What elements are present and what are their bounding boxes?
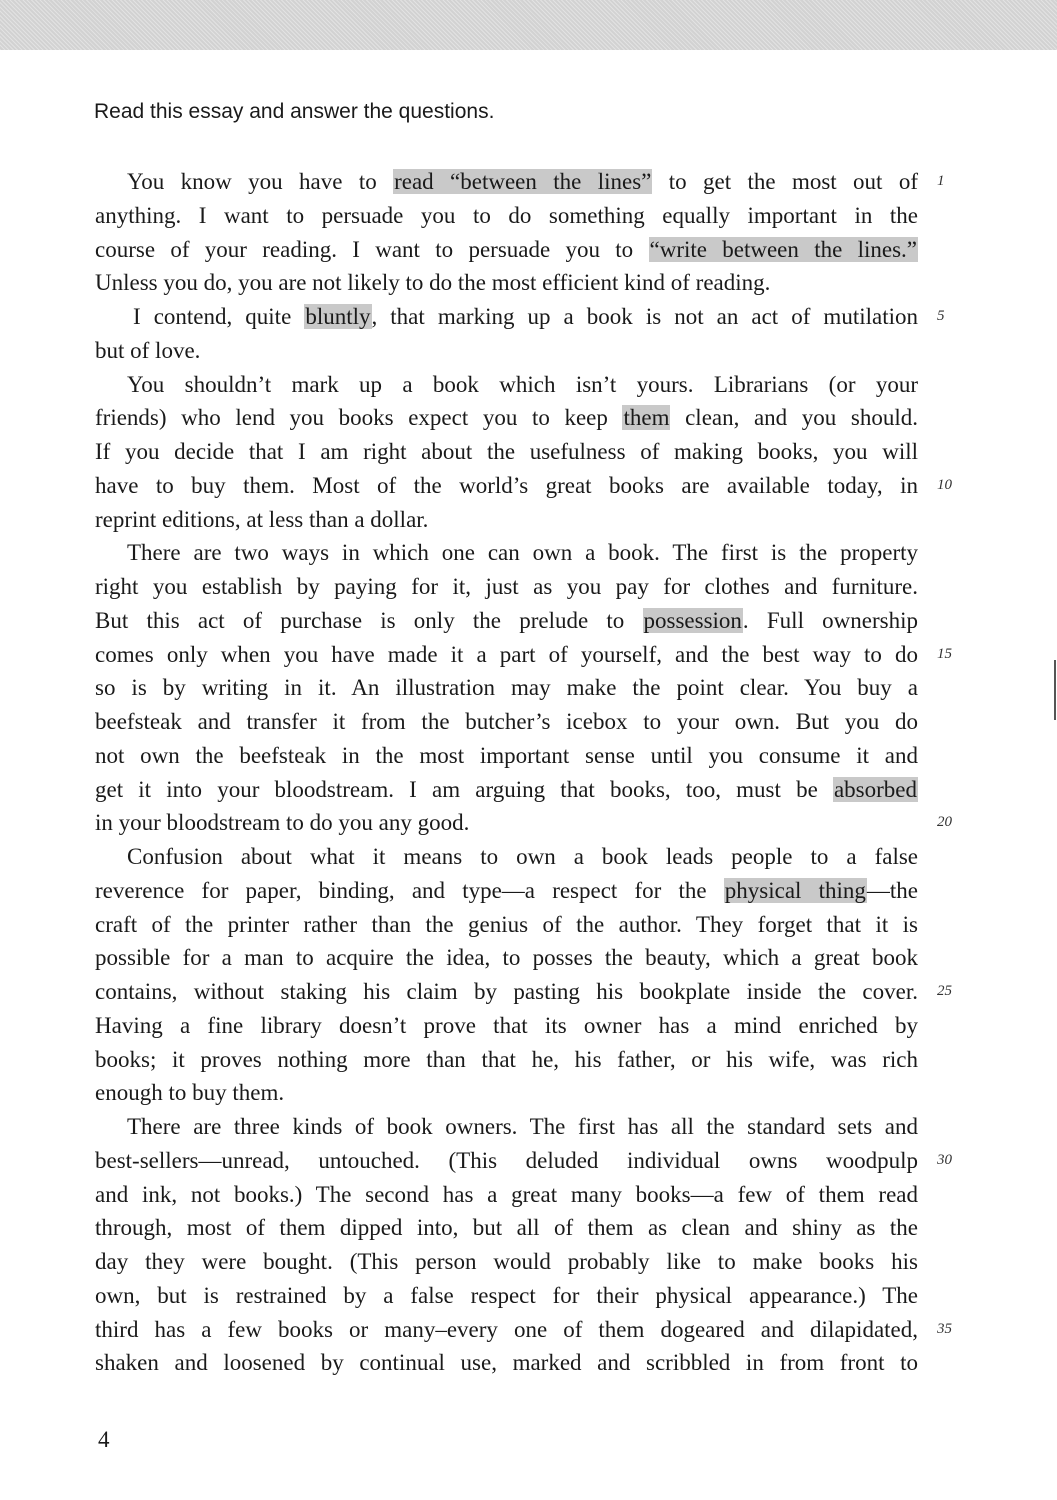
header-band bbox=[0, 0, 1057, 50]
highlighted-phrase: them bbox=[623, 405, 670, 431]
line-text: so is by writing in it. An illustration may make the point clear. You buy a bbox=[95, 675, 918, 701]
line-text: There are two ways in which one can own a book. The first is the property bbox=[127, 540, 918, 566]
line-text: Unless you do, you are not likely to do the most efficient kind of reading. bbox=[95, 270, 771, 296]
essay-line bbox=[95, 941, 918, 975]
line-text: beefsteak and transfer it from the butcher’s icebox to your own. But you do bbox=[95, 709, 918, 734]
line-text: not own the beefsteak in the most important sense until you consume it and bbox=[95, 742, 918, 768]
essay-line bbox=[95, 503, 918, 537]
line-text: enough to buy them. bbox=[95, 1080, 285, 1106]
essay-line bbox=[95, 401, 918, 435]
margin-mark bbox=[1054, 660, 1056, 720]
highlighted-phrase: bluntly bbox=[305, 304, 371, 329]
line-number: 15 bbox=[937, 645, 952, 662]
line-text: But this act of purchase is only the prelude to bbox=[95, 607, 643, 633]
essay-line bbox=[95, 1346, 918, 1380]
line-text: and ink, not books.) The second has a great many books—a few of them read bbox=[95, 1181, 918, 1207]
line-text: own, but is restrained by a false respect for their physical appearance.) The bbox=[95, 1282, 918, 1308]
essay-line bbox=[95, 1279, 918, 1313]
essay-line bbox=[95, 300, 945, 334]
highlighted-phrase: absorbed bbox=[833, 776, 917, 802]
essay-line bbox=[95, 671, 918, 705]
line-text: Confusion about what it means to own a book leads people to a false bbox=[127, 844, 918, 869]
essay-line bbox=[95, 165, 945, 199]
essay-line bbox=[95, 705, 918, 739]
line-text: best-sellers—unread, untouched. (This deluded individual owns woodpulp bbox=[95, 1147, 918, 1173]
essay-line bbox=[95, 739, 918, 773]
line-text: anything. I want to persuade you to do something equally important in the bbox=[95, 202, 918, 228]
line-number: 1 bbox=[937, 173, 945, 189]
line-text: craft of the printer rather than the genius of the author. They forget that it is bbox=[95, 911, 918, 937]
line-text: friends) who lend you books expect you to keep bbox=[95, 405, 623, 431]
line-text: reprint editions, at less than a dollar. bbox=[95, 506, 429, 532]
line-text: right you establish by paying for it, just as you pay for clothes and furniture. bbox=[95, 574, 918, 599]
line-text: You know you have to bbox=[127, 169, 394, 194]
essay-line bbox=[95, 806, 952, 840]
essay-line bbox=[95, 874, 918, 908]
line-text: course of your reading. I want to persuade you to bbox=[95, 236, 649, 262]
line-text: possible for a man to acquire the idea, to posses the beauty, which a great book bbox=[95, 945, 918, 971]
line-text: , that marking up a book is not an act of mutilation bbox=[371, 304, 918, 329]
line-text: books; it proves nothing more than that he, his father, or his wife, was rich bbox=[95, 1046, 918, 1072]
line-text: contains, without staking his claim by pasting his bookplate inside the cover. bbox=[95, 979, 918, 1004]
line-number: 25 bbox=[937, 983, 952, 999]
essay-line bbox=[95, 1144, 952, 1178]
line-text: clean, and you should. bbox=[670, 405, 918, 431]
highlighted-phrase: physical thing bbox=[724, 877, 866, 903]
essay-line bbox=[95, 975, 952, 1009]
page-number: 4 bbox=[98, 1427, 110, 1452]
line-text: in your bloodstream to do you any good. bbox=[95, 810, 470, 836]
essay-line bbox=[95, 266, 918, 300]
line-text: reverence for paper, binding, and type—a respect for the bbox=[95, 877, 724, 903]
line-text: There are three kinds of book owners. The first has all the standard sets and bbox=[127, 1114, 918, 1139]
essay-line bbox=[95, 1110, 918, 1144]
essay-line bbox=[95, 908, 918, 942]
essay-line bbox=[95, 604, 918, 638]
essay-line bbox=[95, 1009, 918, 1043]
line-text: third has a few books or many–every one of them dogeared and dilapidated, bbox=[95, 1316, 918, 1342]
line-number: 35 bbox=[937, 1320, 952, 1337]
highlighted-phrase: read “between the lines” bbox=[394, 169, 652, 194]
line-text: get it into your bloodstream. I am arguing that books, too, must be bbox=[95, 776, 833, 802]
line-text: through, most of them dipped into, but all of them as clean and shiny as the bbox=[95, 1215, 918, 1241]
essay-line bbox=[95, 1211, 918, 1245]
essay-line bbox=[95, 233, 918, 267]
essay-line bbox=[95, 469, 952, 503]
essay-line bbox=[95, 334, 918, 368]
highlighted-phrase: “write between the lines.” bbox=[649, 236, 918, 262]
line-text: If you decide that I am right about the usefulness of making books, you will bbox=[95, 439, 918, 464]
essay-line bbox=[95, 536, 918, 570]
essay-line bbox=[95, 1043, 918, 1077]
essay-body bbox=[95, 165, 952, 1380]
line-text: have to buy them. Most of the world’s great books are available today, in bbox=[95, 472, 918, 498]
line-text: to get the most out of bbox=[652, 169, 918, 194]
instruction-text: Read this essay and answer the questions. bbox=[94, 100, 495, 123]
highlighted-phrase: possession bbox=[643, 607, 742, 633]
line-text: Having a fine library doesn’t prove that its owner has a mind enriched by bbox=[95, 1012, 918, 1038]
line-number: 10 bbox=[937, 476, 952, 493]
essay-line bbox=[95, 1313, 952, 1347]
essay-line bbox=[95, 638, 952, 672]
essay-line bbox=[95, 199, 918, 233]
essay-line bbox=[95, 570, 918, 604]
line-text: —the bbox=[866, 877, 918, 903]
line-number: 5 bbox=[937, 308, 945, 324]
line-text: day they were bought. (This person would probably like to make books his bbox=[95, 1249, 918, 1274]
line-number: 20 bbox=[937, 814, 952, 831]
line-text: but of love. bbox=[95, 337, 201, 363]
essay-line bbox=[95, 368, 918, 402]
line-text: . Full ownership bbox=[742, 607, 918, 633]
line-text: You shouldn’t mark up a book which isn’t yours. Librarians (or your bbox=[127, 371, 918, 397]
essay-line bbox=[95, 1178, 918, 1212]
essay-line bbox=[95, 1245, 918, 1279]
line-number: 30 bbox=[937, 1151, 952, 1168]
essay-line bbox=[95, 1076, 918, 1110]
essay-line bbox=[95, 435, 918, 469]
essay-line bbox=[95, 773, 918, 807]
line-text: I contend, quite bbox=[133, 304, 305, 329]
essay-line bbox=[95, 840, 918, 874]
line-text: shaken and loosened by continual use, marked and scribbled in from front to bbox=[95, 1350, 918, 1376]
line-text: comes only when you have made it a part of yourself, and the best way to do bbox=[95, 641, 918, 667]
